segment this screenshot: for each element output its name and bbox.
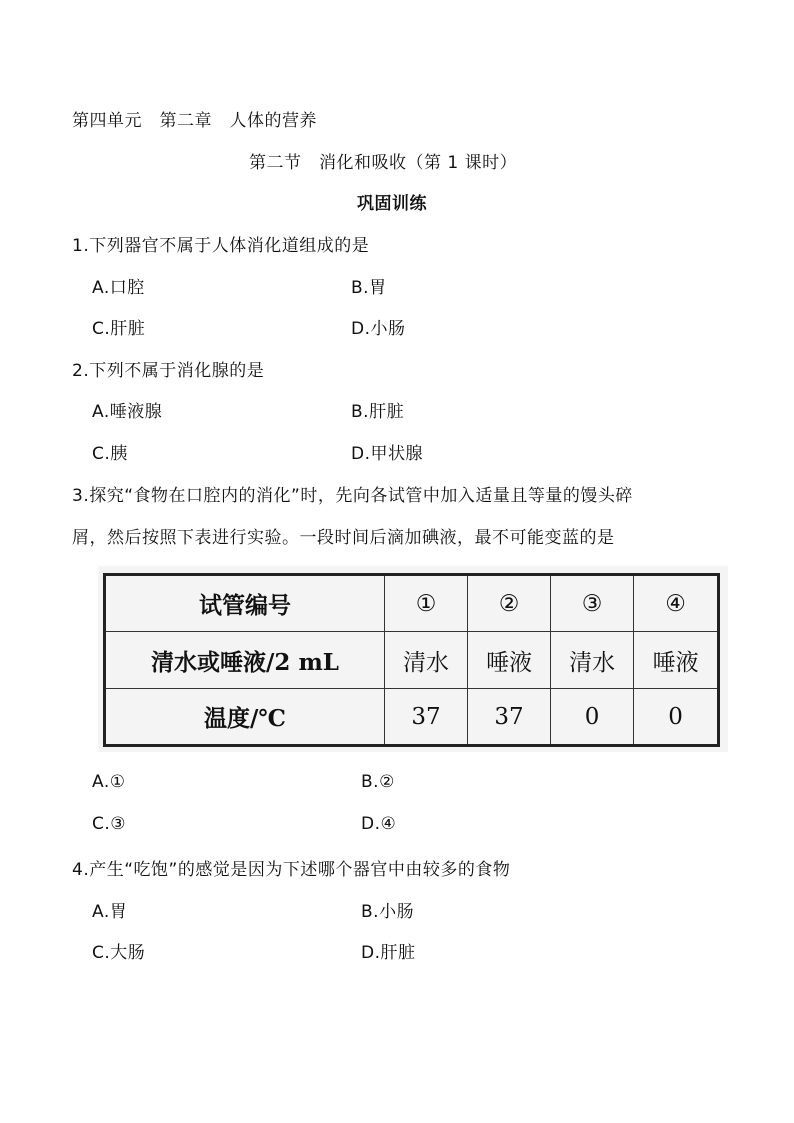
question-3-option-a: A.① — [92, 772, 126, 792]
table-cell: 清水 — [551, 632, 634, 689]
question-1-stem: 1.下列器官不属于人体消化道组成的是 — [72, 236, 370, 256]
question-2-option-b: B.肝脏 — [351, 402, 405, 422]
question-3-option-c: C.③ — [92, 814, 127, 834]
experiment-table — [103, 573, 720, 747]
table-cell: 0 — [551, 689, 634, 746]
table-row — [105, 632, 719, 689]
question-2-option-c: C.胰 — [92, 444, 128, 464]
question-1-option-b: B.胃 — [351, 278, 387, 298]
exercise-title: 巩固训练 — [357, 194, 427, 214]
question-4-stem: 4.产生“吃饱”的感觉是因为下述哪个器官中由较多的食物 — [72, 860, 511, 880]
table-cell: 唾液 — [468, 632, 551, 689]
table-cell: ③ — [551, 575, 634, 632]
question-1-option-d: D.小肠 — [351, 319, 406, 339]
question-3-option-b: B.② — [361, 772, 395, 792]
question-1-option-a: A.口腔 — [92, 278, 145, 298]
row-label-temperature: 温度/℃ — [105, 689, 385, 746]
question-4-option-d: D.肝脏 — [361, 943, 416, 963]
question-2-option-a: A.唾液腺 — [92, 402, 163, 422]
row-label-tube-number: 试管编号 — [105, 575, 385, 632]
table-cell: 37 — [468, 689, 551, 746]
table-cell: 0 — [634, 689, 719, 746]
unit-chapter-heading: 第四单元 第二章 人体的营养 — [72, 111, 317, 131]
table-row — [105, 689, 719, 746]
row-label-water-or-saliva: 清水或唾液/2 mL — [105, 632, 385, 689]
question-4-option-c: C.大肠 — [92, 943, 146, 963]
section-title: 第二节 消化和吸收（第 1 课时） — [249, 153, 518, 173]
question-4-option-a: A.胃 — [92, 902, 128, 922]
question-1-option-c: C.肝脏 — [92, 319, 146, 339]
table-cell: ② — [468, 575, 551, 632]
question-3-stem-line-2: 屑，然后按照下表进行实验。一段时间后滴加碘液，最不可能变蓝的是 — [72, 528, 615, 548]
table-cell: ④ — [634, 575, 719, 632]
table-cell: 清水 — [385, 632, 468, 689]
table-cell: ① — [385, 575, 468, 632]
table-row — [105, 575, 719, 632]
table-cell: 37 — [385, 689, 468, 746]
question-4-option-b: B.小肠 — [361, 902, 415, 922]
question-3-stem-line-1: 3.探究“食物在口腔内的消化”时，先向各试管中加入适量且等量的馒头碎 — [72, 486, 633, 506]
table-cell: 唾液 — [634, 632, 719, 689]
question-3-option-d: D.④ — [361, 814, 397, 834]
question-2-stem: 2.下列不属于消化腺的是 — [72, 361, 265, 381]
question-2-option-d: D.甲状腺 — [351, 444, 423, 464]
